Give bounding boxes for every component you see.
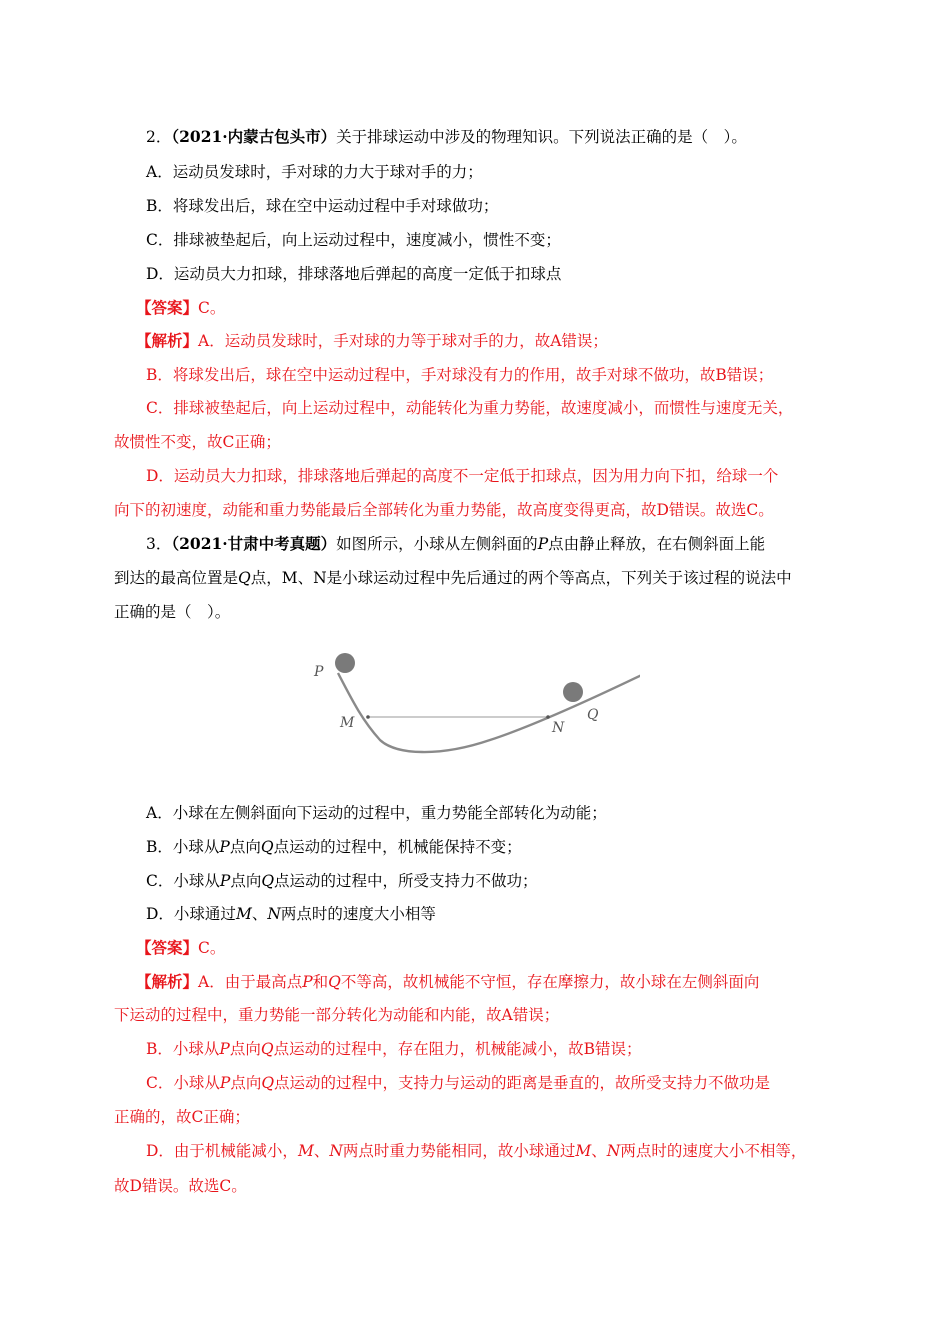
- var-p: P: [219, 1074, 231, 1092]
- q3-option-b-text: 点运动的过程中，机械能保持不变；: [273, 838, 522, 856]
- q3-stem-1: [146, 534, 876, 554]
- q3-analysis-text: 两点时重力势能相同，故小球通过: [342, 1142, 576, 1160]
- var-q: Q: [261, 872, 275, 890]
- q3-stem-text: 如图所示，小球从左侧斜面的: [336, 535, 538, 553]
- q3-analysis-tag: 【解析】: [136, 972, 199, 991]
- q3-number: 3．: [146, 535, 172, 553]
- q2-analysis-d-2: 向下的初速度，动能和重力势能最后全部转化为重力势能，故高度变得更高，故D错误。故选C。: [114, 501, 774, 519]
- var-m: M: [235, 905, 252, 923]
- q2-analysis-tag: 【解析】: [136, 331, 199, 350]
- q3-stem-2: [114, 568, 844, 588]
- q3-analysis-text: C．小球从: [146, 1074, 220, 1092]
- q2-option-c: C．排球被垫起后，向上运动过程中，速度减小，惯性不变；: [146, 231, 561, 249]
- q3-option-b-text: B．小球从: [146, 838, 220, 856]
- q3-analysis-b: [146, 1039, 876, 1059]
- point-n: [546, 715, 550, 719]
- var-q: Q: [328, 973, 341, 991]
- q2-analysis-b: B．将球发出后，球在空中运动过程中，手对球没有力的作用，故手对球不做功，故B错误；: [146, 366, 774, 384]
- q3-analysis-text: 两点时的速度大小不相等，: [620, 1142, 807, 1160]
- var-q: Q: [260, 1040, 274, 1058]
- q2-number: 2．: [146, 128, 172, 146]
- q3-source: （2021·甘肃中考真题）: [171, 534, 337, 553]
- q2-answer-tag: 【答案】: [136, 298, 199, 317]
- separator: 、: [251, 905, 268, 923]
- separator: 、: [591, 1142, 607, 1160]
- q2-analysis-a: [136, 331, 866, 351]
- q3-answer: [136, 938, 866, 958]
- q3-analysis-text: 点向: [229, 1040, 261, 1058]
- var-q: Q: [260, 838, 274, 856]
- var-m: M: [297, 1142, 314, 1160]
- var-n: N: [329, 1142, 343, 1160]
- q2-option-d: D．运动员大力扣球，排球落地后弹起的高度一定低于扣球点: [146, 265, 562, 283]
- q2-option-b: B．将球发出后，球在空中运动过程中手对球做功；: [146, 197, 499, 215]
- point-m: [366, 715, 370, 719]
- q3-option-a: A．小球在左侧斜面向下运动的过程中，重力势能全部转化为动能；: [146, 804, 607, 822]
- q2-analysis-a-text: A．运动员发球时，手对球的力等于球对手的力，故A错误；: [198, 332, 608, 350]
- q3-analysis-text: D．由于机械能减小，: [146, 1142, 298, 1160]
- label-p: P: [314, 664, 324, 680]
- q3-stem-3: 正确的是（ ）。: [114, 603, 231, 621]
- q3-analysis-c-1: [146, 1073, 876, 1093]
- label-q: Q: [587, 707, 599, 723]
- label-n: N: [552, 720, 565, 736]
- q3-option-c-text: C．小球从: [146, 872, 220, 890]
- q3-analysis-text: 和: [312, 973, 329, 991]
- q3-option-c-text: 点运动的过程中，所受支持力不做功；: [274, 872, 538, 890]
- q3-analysis-text: B．小球从: [146, 1040, 220, 1058]
- q2-answer: [136, 298, 866, 318]
- ball-at-p: [335, 653, 355, 673]
- q3-analysis-a-1: [136, 972, 866, 992]
- q3-analysis-text: 不等高，故机械能不守恒，存在摩擦力，故小球在左侧斜面向: [340, 973, 760, 991]
- q3-analysis-d-1: [146, 1141, 876, 1161]
- q3-option-c: [146, 871, 876, 891]
- ball-near-q: [563, 682, 583, 702]
- q2-stem: [146, 127, 876, 147]
- q3-answer-value: C。: [198, 939, 226, 957]
- q2-analysis-d-1: D．运动员大力扣球，排球落地后弹起的高度不一定低于扣球点，因为用力向下扣，给球一个: [146, 467, 779, 485]
- q2-analysis-c-1: C．排球被垫起后，向上运动过程中，动能转化为重力势能，故速度减小，而惯性与速度无关，: [146, 399, 794, 417]
- q2-stem-text: 关于排球运动中涉及的物理知识。下列说法正确的是（ ）。: [336, 128, 747, 146]
- q3-analysis-c-2: 正确的，故C正确；: [114, 1108, 250, 1126]
- var-p: P: [537, 535, 549, 553]
- var-q: Q: [261, 1074, 275, 1092]
- var-n: N: [606, 1142, 621, 1160]
- q3-analysis-d-2: 故D错误。故选C。: [114, 1177, 247, 1195]
- q3-stem-text: 点，M、N是小球运动过程中先后通过的两个等高点，下列关于该过程的说法中: [250, 569, 792, 587]
- q3-analysis-a-2: 下运动的过程中，重力势能一部分转化为动能和内能，故A错误；: [114, 1006, 560, 1024]
- incline-figure: [300, 645, 640, 760]
- q3-analysis-text: 点运动的过程中，支持力与运动的距离是垂直的，故所受支持力不做功是: [274, 1074, 771, 1092]
- q3-analysis-text: A．由于最高点: [198, 973, 303, 991]
- var-p: P: [219, 1040, 230, 1058]
- q3-stem-text: 到达的最高位置是: [114, 569, 239, 587]
- q3-option-d-text: D．小球通过: [146, 905, 236, 923]
- label-m: M: [340, 715, 355, 731]
- var-m: M: [575, 1142, 592, 1160]
- q3-option-d: [146, 904, 876, 924]
- q3-analysis-text: 点向: [230, 1074, 262, 1092]
- var-p: P: [219, 838, 230, 856]
- var-q: Q: [238, 569, 251, 587]
- q3-option-d-text: 两点时的速度大小相等: [280, 905, 436, 923]
- q2-analysis-c-2: 故惯性不变，故C正确；: [114, 433, 281, 451]
- q3-option-b: [146, 837, 876, 857]
- q3-answer-tag: 【答案】: [136, 938, 199, 957]
- q2-source: （2021·内蒙古包头市）: [171, 127, 337, 146]
- separator: 、: [313, 1142, 330, 1160]
- q3-stem-text: 点由静止释放，在右侧斜面上能: [548, 535, 766, 553]
- q3-option-c-text: 点向: [230, 872, 262, 890]
- var-p: P: [219, 872, 231, 890]
- q2-option-a: A．运动员发球时，手对球的力大于球对手的力；: [146, 163, 483, 181]
- q3-option-b-text: 点向: [229, 838, 261, 856]
- var-n: N: [267, 905, 281, 923]
- q2-answer-value: C。: [198, 299, 226, 317]
- var-p: P: [302, 973, 313, 991]
- q3-analysis-text: 点运动的过程中，存在阻力，机械能减小，故B错误；: [273, 1040, 642, 1058]
